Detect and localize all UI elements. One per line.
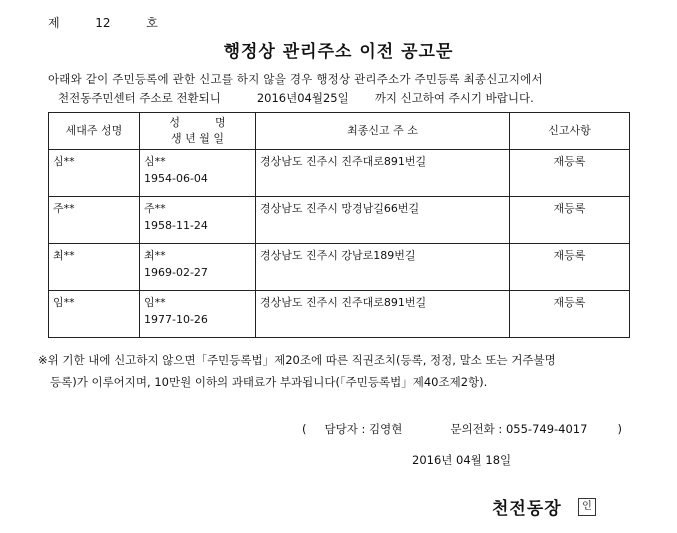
cell-name: 임**: [144, 296, 166, 309]
cell-householder: 최**: [49, 244, 140, 291]
deadline-date: 2016년04월25일: [256, 91, 349, 105]
table-row: [49, 291, 630, 338]
contact-close-paren: ): [617, 422, 622, 436]
header-name-birth: [140, 113, 256, 150]
intro-line-2: [58, 90, 534, 106]
cell-householder: 임**: [49, 291, 140, 338]
cell-name-birth: [140, 197, 256, 244]
cell-report: 재등록: [510, 244, 630, 291]
cell-report: 재등록: [510, 150, 630, 197]
doc-number-prefix: 제: [48, 16, 60, 30]
cell-birth: 1958-11-24: [144, 219, 208, 232]
table-row: [49, 150, 630, 197]
contact-person: 담당자 : 김영현: [324, 422, 403, 436]
table-header-row: [49, 113, 630, 150]
cell-name: 주**: [144, 202, 166, 215]
cell-householder: 심**: [49, 150, 140, 197]
header-householder: 세대주 성명: [49, 113, 140, 150]
header-address: 최종신고 주 소: [256, 113, 510, 150]
cell-address: 경상남도 진주시 강남로189번길: [256, 244, 510, 291]
doc-number-value: 12: [95, 16, 111, 30]
document-number: [48, 14, 158, 31]
doc-number-suffix: 호: [146, 16, 158, 30]
contact-open-paren: (: [302, 422, 307, 436]
intro-line-2-prefix: 천전동주민센터 주소로 전환되니: [58, 91, 221, 105]
notice-table: [48, 112, 630, 338]
intro-line-1: 아래와 같이 주민등록에 관한 신고를 하지 않을 경우 행정상 관리주소가 주민등록 최종신고지에서: [48, 72, 543, 86]
contact-info: [302, 421, 622, 437]
header-name: 성 명: [169, 116, 226, 129]
cell-name-birth: [140, 291, 256, 338]
cell-name: 최**: [144, 249, 166, 262]
cell-report: 재등록: [510, 291, 630, 338]
cell-birth: 1977-10-26: [144, 313, 208, 326]
cell-householder: 주**: [49, 197, 140, 244]
cell-address: 경상남도 진주시 진주대로891번길: [256, 150, 510, 197]
header-report: 신고사항: [510, 113, 630, 150]
table-row: [49, 197, 630, 244]
contact-phone: 문의전화 : 055-749-4017: [450, 422, 588, 436]
cell-report: 재등록: [510, 197, 630, 244]
seal-icon: 인: [578, 498, 596, 516]
footnote-line-1: ※위 기한 내에 신고하지 않으면「주민등록법」제20조에 따른 직권조치(등록, 정정, 말소 또는 거주불명: [38, 353, 556, 367]
cell-name-birth: [140, 244, 256, 291]
table-row: [49, 244, 630, 291]
cell-name-birth: [140, 150, 256, 197]
cell-name: 심**: [144, 155, 166, 168]
footnote-line-2: 등록)가 이루어지며, 10만원 이하의 과태료가 부과됩니다(「주민등록법」제40조제2항).: [50, 375, 488, 389]
cell-address: 경상남도 진주시 망경남길66번길: [256, 197, 510, 244]
cell-birth: 1969-02-27: [144, 266, 208, 279]
header-birth: 생 년 월 일: [171, 132, 224, 145]
issue-date: 2016년 04월 18일: [412, 453, 512, 467]
cell-address: 경상남도 진주시 진주대로891번길: [256, 291, 510, 338]
page-title: 행정상 관리주소 이전 공고문: [223, 42, 454, 62]
signature: 천전동장: [492, 499, 562, 519]
cell-birth: 1954-06-04: [144, 172, 208, 185]
intro-line-2-suffix: 까지 신고하여 주시기 바랍니다.: [374, 91, 534, 105]
